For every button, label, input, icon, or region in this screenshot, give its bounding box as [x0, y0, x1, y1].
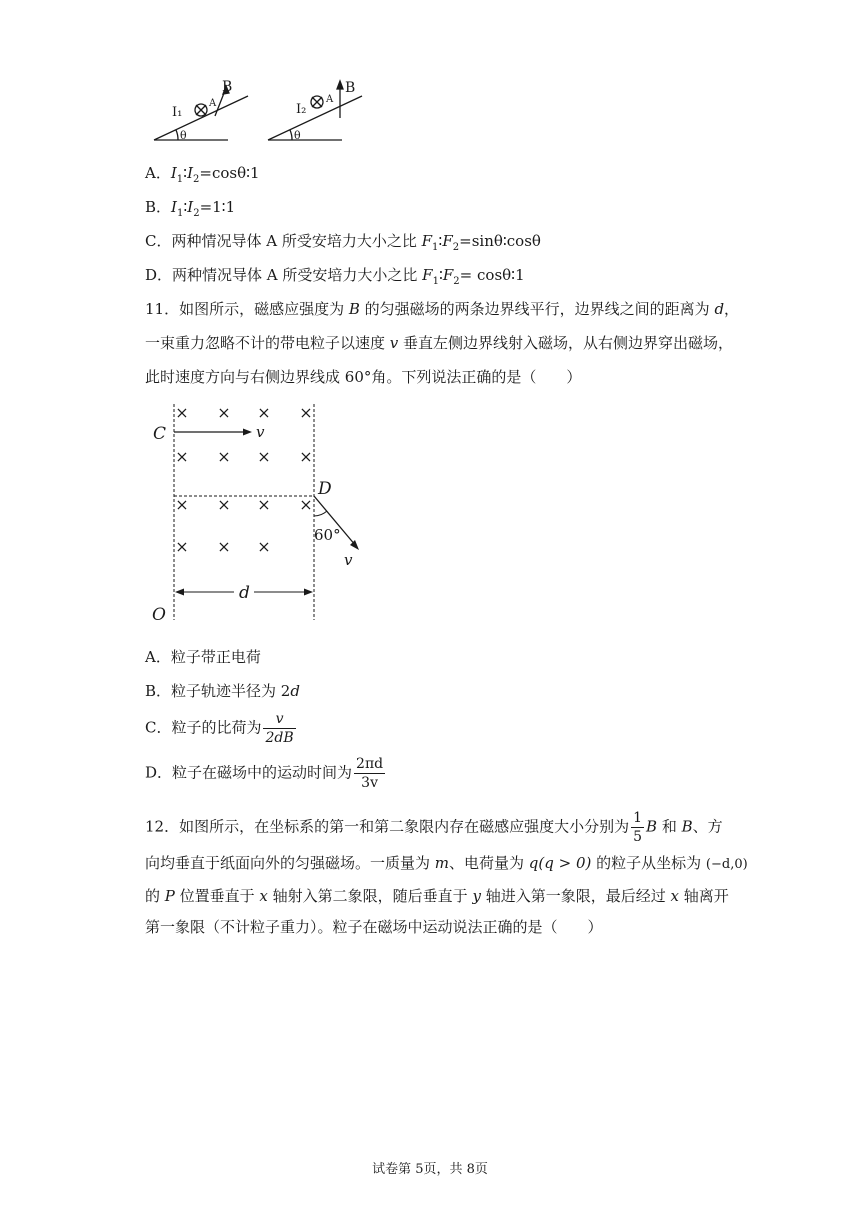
cross-mark: ×	[175, 537, 189, 556]
var-x: x	[670, 887, 679, 905]
text: 、方	[692, 817, 723, 836]
q12-stem-line4: 第一象限（不计粒子重力）。粒子在磁场中运动说法正确的是（ ）	[145, 918, 603, 936]
text: 的粒子从坐标为	[591, 854, 706, 872]
option-value: = cosθ∶1	[459, 266, 525, 284]
var-p: P	[164, 887, 175, 905]
sub-2: 2	[193, 208, 200, 219]
text: 12．如图所示，在坐标系的第一和第二象限内存在磁感应强度大小分别为	[145, 817, 630, 836]
fraction	[631, 809, 644, 846]
entry-velocity-arrow	[174, 429, 252, 436]
option-text: C．两种情况导体 A 所受安培力大小之比	[145, 232, 422, 250]
var-m: m	[434, 854, 450, 872]
option-label: B．	[145, 198, 172, 216]
crosses	[175, 403, 312, 556]
option-value: =1∶1	[199, 198, 236, 216]
cross-mark: ×	[175, 447, 189, 466]
denominator: 3v	[361, 775, 378, 791]
var-b: B	[348, 300, 360, 318]
colon: ∶	[183, 164, 188, 182]
q10-option-c[interactable]	[145, 230, 541, 259]
var-v: v	[389, 334, 399, 352]
angle-label-left: θ	[180, 129, 187, 142]
option-text: B．粒子轨迹半径为 2	[145, 682, 291, 700]
var-d: d	[714, 300, 725, 318]
var-f1: F	[421, 232, 433, 250]
var-b: B	[681, 817, 693, 836]
sub-2: 2	[452, 242, 460, 253]
q11-option-b[interactable]	[145, 680, 300, 702]
text: 位置垂直于	[174, 887, 260, 905]
q12-stem-line2	[145, 852, 748, 876]
var-i1: I	[171, 198, 177, 216]
text: 向均垂直于纸面向外的匀强磁场。一质量为	[145, 854, 435, 872]
field-label-right: B	[345, 80, 356, 96]
cross-mark: ×	[257, 403, 271, 422]
cross-mark: ×	[299, 403, 313, 422]
text: 轴射入第二象限，随后垂直于	[267, 887, 473, 905]
label-angle: 60°	[314, 526, 341, 544]
q11-option-a[interactable]: A．粒子带正电荷	[145, 648, 261, 666]
sub-1: 1	[432, 242, 439, 253]
text: 的匀强磁场的两条边界线平行，边界线之间的距离为	[359, 300, 715, 318]
text: 11．如图所示，磁感应强度为	[145, 300, 349, 318]
coordinate: (−d,0)	[705, 857, 748, 872]
cross-mark: ×	[175, 495, 189, 514]
q11-option-d[interactable]	[145, 755, 387, 792]
q12-stem-line1	[145, 809, 723, 846]
sub-1: 1	[176, 208, 184, 219]
numerator: 2πd	[356, 756, 384, 772]
cross-mark: ×	[217, 447, 231, 466]
var-f2: F	[442, 232, 453, 250]
var-d: d	[290, 682, 300, 700]
option-value: =sinθ∶cosθ	[459, 232, 541, 250]
colon: ∶	[438, 232, 443, 250]
incline-left	[154, 86, 248, 140]
label-d-point: D	[318, 479, 332, 499]
cross-mark: ×	[217, 403, 231, 422]
field-label-left: B	[222, 79, 233, 95]
var-b: B	[646, 817, 658, 836]
sub-1: 1	[176, 174, 184, 185]
var-f1: F	[422, 266, 433, 284]
cross-mark: ×	[257, 447, 271, 466]
label-o: O	[152, 605, 166, 625]
cross-mark: ×	[257, 495, 271, 514]
cross-mark: ×	[217, 495, 231, 514]
var-x: x	[259, 887, 268, 905]
var-y: y	[472, 887, 481, 905]
q11-figure	[148, 400, 388, 630]
angle-label-right: θ	[294, 129, 301, 142]
var-f2: F	[442, 266, 454, 284]
label-v-exit: v	[344, 551, 353, 569]
label-c: C	[153, 424, 167, 444]
option-label: A．	[145, 164, 171, 182]
q10-option-d[interactable]	[145, 264, 525, 293]
q11-stem-line3: 此时速度方向与右侧边界线成 60°角。下列说法正确的是（ ）	[145, 368, 582, 386]
q10-option-b[interactable]	[145, 196, 235, 225]
q11-stem-line2	[145, 332, 733, 354]
var-i1: I	[170, 164, 177, 182]
current-label-right: I₂	[296, 102, 307, 117]
text: 轴进入第一象限，最后经过	[480, 887, 671, 905]
option-text: C．粒子的比荷为	[145, 718, 262, 737]
q11-stem-line1	[145, 298, 739, 320]
var-q: q(q > 0)	[528, 854, 592, 872]
colon: ∶	[438, 266, 443, 284]
option-text: D．粒子在磁场中的运动时间为	[145, 763, 353, 782]
text: 垂直左侧边界线射入磁场，从右侧边界穿出磁场，	[398, 334, 734, 352]
sub-2: 2	[453, 276, 460, 287]
point-label-left: A	[209, 98, 217, 109]
q11-option-c[interactable]	[145, 710, 298, 747]
sub-1: 1	[432, 276, 439, 287]
var-i2: I	[187, 164, 193, 182]
text: 一束重力忽略不计的带电粒子以速度	[145, 334, 390, 352]
var-i2: I	[187, 198, 194, 216]
option-value: =cosθ∶1	[199, 164, 260, 182]
denominator: 5	[633, 829, 643, 845]
current-label-left: I₁	[172, 105, 183, 120]
q10-option-a[interactable]	[145, 162, 260, 191]
page-footer: 试卷第 5页，共 8页	[372, 1162, 488, 1177]
cross-mark: ×	[299, 447, 313, 466]
text: 轴离开	[678, 887, 729, 905]
cross-mark: ×	[299, 495, 313, 514]
sub-2: 2	[193, 174, 200, 185]
text: 、电荷量为	[449, 854, 529, 872]
point-label-right: A	[326, 94, 334, 105]
text: ，	[724, 300, 740, 318]
denominator: 2dB	[265, 730, 294, 746]
q10-figure	[150, 78, 380, 144]
colon: ∶	[183, 198, 188, 216]
option-text: D．两种情况导体 A 所受安培力大小之比	[145, 266, 423, 284]
text: 的	[145, 887, 165, 905]
numerator: 1	[633, 810, 643, 826]
label-d-width: d	[239, 583, 250, 603]
cross-mark: ×	[175, 403, 189, 422]
cross-mark: ×	[217, 537, 231, 556]
fraction	[354, 755, 385, 792]
fraction	[263, 710, 295, 747]
cross-mark: ×	[257, 537, 271, 556]
label-v-entry: v	[256, 423, 265, 441]
text: 和	[657, 817, 682, 836]
q12-stem-line3	[145, 885, 729, 907]
numerator: v	[263, 710, 295, 729]
